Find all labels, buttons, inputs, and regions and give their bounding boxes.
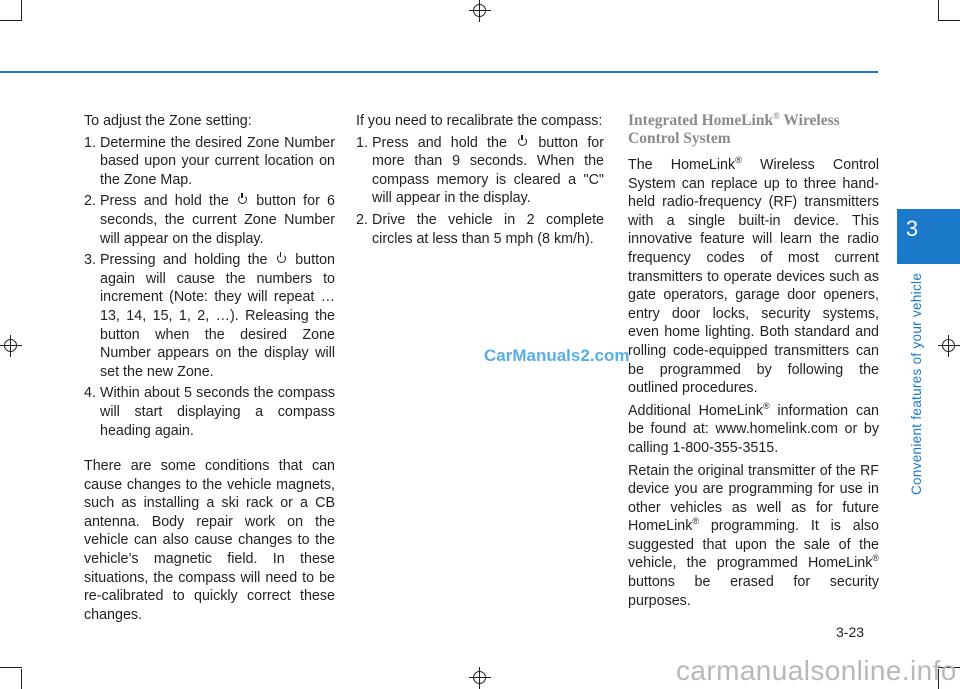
column-recalibrate (356, 112, 604, 248)
recalibrate-intro: If you need to recalibrate the compass: (356, 113, 603, 129)
zone-intro: To adjust the Zone setting: (84, 113, 252, 129)
step-number: 1. (356, 134, 368, 151)
column-homelink (628, 112, 879, 610)
page-number: 3-23 (836, 624, 865, 640)
list-item (356, 134, 604, 208)
power-button-icon (238, 195, 247, 204)
registration-mark-right (938, 335, 960, 357)
homelink-paragraph-2: Additional HomeLink® information can be found at: www.homelink.com or by calling 1-800-355-3515. (628, 400, 879, 456)
list-item (84, 251, 335, 381)
crop-mark (21, 0, 22, 20)
chapter-label: Convenient features of your vehicle (909, 272, 924, 495)
homelink-paragraph-3: Retain the original transmitter of the RF device you are programming for use in other vehicles as well as for future HomeLink® programming. It is also suggested that upon the sale of the vehicle, the programmed HomeLink® buttons be erased for security purposes. (628, 462, 879, 609)
step-text: Press and hold the button for 6 seconds, the current Zone Number will appear on the display. (100, 193, 335, 247)
step-text: Drive the vehicle in 2 complete circles at less than 5 mph (8 km/h). (372, 211, 604, 247)
step-number: 1. (84, 134, 96, 151)
crop-mark (0, 20, 22, 21)
column-zone-setting (84, 112, 335, 624)
list-item (356, 211, 604, 248)
step-number: 2. (84, 193, 96, 210)
registration-mark-left (0, 335, 22, 357)
step-text: Pressing and holding the button again will cause the numbers to increment (Note: they will repeat …13, 14, 15, 1, 2, …). Releasing the button when the desired Zone Number appears on the display will set the new Zone. (100, 252, 335, 380)
step-text: Within about 5 seconds the compass will start displaying a compass heading again. (100, 385, 335, 439)
step-text: Press and hold the button for more than 9 seconds. When the compass memory is cleared a "C" will appear in the display. (372, 134, 604, 207)
step-text: Determine the desired Zone Number based upon your current location on the Zone Map. (100, 134, 335, 188)
step-number: 4. (84, 385, 96, 402)
crop-mark (21, 669, 22, 689)
chapter-number: 3 (905, 216, 919, 241)
registration-mark-top (469, 0, 491, 22)
step-number: 2. (356, 211, 368, 228)
section-title-homelink: Integrated HomeLink® Wireless Control System (628, 110, 840, 147)
registration-mark-bottom (469, 667, 491, 689)
crop-mark (0, 667, 22, 668)
power-button-icon (518, 137, 527, 146)
header-rule (0, 71, 878, 73)
list-item (84, 192, 335, 248)
homelink-paragraph-1: The HomeLink® Wireless Control System can replace up to three hand-held radio-frequency (RF) transmitters with a single built-in device. This innovative feature will learn the radio frequency codes of most current transmitters to operate devices such as gate operators, garage door openers, entry door locks, security systems, even home lighting. Both standard and rolling code-equipped transmitters can be programmed by following the outlined procedures. (628, 155, 879, 397)
magnetic-conditions-paragraph: There are some conditions that can cause changes to the vehicle magnets, such as installing a ski rack or a CB antenna. Body repair work on the vehicle can also cause changes to the vehicle’s magnetic field. In these situations, the compass will need to be re-calibrated to quickly correct these changes. (84, 458, 335, 623)
watermark: CarManuals2.com (484, 346, 630, 365)
footer-watermark: carmanualsonline.info (676, 655, 957, 686)
list-item (84, 134, 335, 190)
step-number: 3. (84, 252, 96, 269)
crop-mark (938, 20, 960, 21)
list-item (84, 384, 335, 440)
crop-mark (938, 0, 939, 20)
power-button-icon (277, 254, 286, 263)
